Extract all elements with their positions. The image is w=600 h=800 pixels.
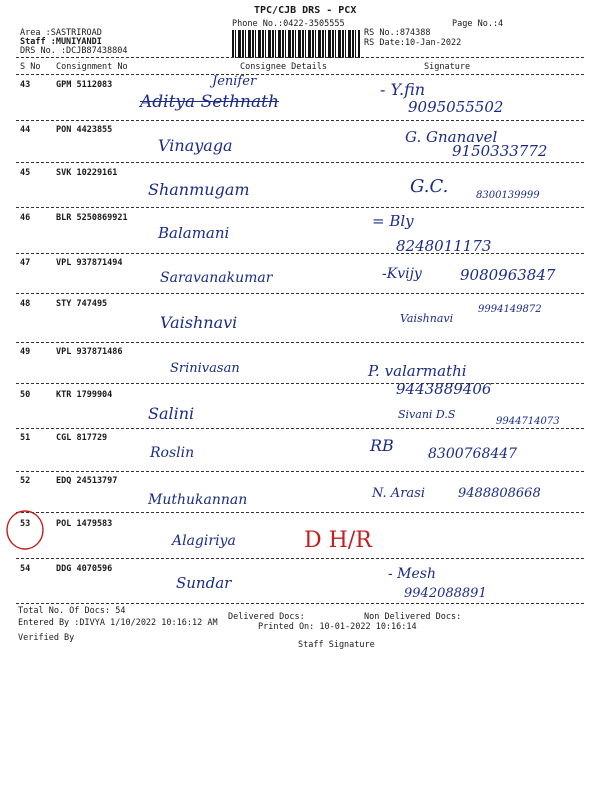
signature: Sivani D.S <box>398 408 456 421</box>
divider <box>16 512 584 513</box>
printed-on: Printed On: 10-01-2022 10:16:14 <box>258 622 417 632</box>
phone-number: 9994149872 <box>478 304 542 315</box>
consignee-name: Balamani <box>158 224 230 242</box>
row-consignment: POL 1479583 <box>56 519 113 529</box>
row-sno: 43 <box>20 80 31 90</box>
divider <box>16 383 584 384</box>
barcode <box>232 30 360 58</box>
signature: Vaishnavi <box>400 312 454 325</box>
divider <box>16 603 584 604</box>
divider <box>16 57 584 58</box>
consignee-name: Srinivasan <box>170 361 240 376</box>
divider <box>16 342 584 343</box>
signature: G.C. <box>410 176 449 197</box>
divider <box>16 471 584 472</box>
consignee-name: Aditya Sethnath <box>140 92 279 112</box>
rs-date: RS Date:10-Jan-2022 <box>364 38 462 48</box>
total-docs: Total No. Of Docs: 54 <box>18 606 126 616</box>
row-sno: 44 <box>20 125 31 135</box>
row-sno: 48 <box>20 299 31 309</box>
consignee-name: Vaishnavi <box>160 313 238 332</box>
divider <box>16 120 584 121</box>
phone-number: 9488808668 <box>458 486 541 501</box>
area-label: Area :SASTRIROAD <box>20 28 102 38</box>
phone-number: 9443889406 <box>396 380 492 398</box>
row-consignment: SVK 10229161 <box>56 168 118 178</box>
row-consignment: GPM 5112083 <box>56 80 113 90</box>
row-consignment: KTR 1799904 <box>56 390 113 400</box>
row-consignment: STY 747495 <box>56 299 108 309</box>
row-consignment: VPL 937871494 <box>56 258 123 268</box>
divider <box>16 207 584 208</box>
page-number: Page No.:4 <box>452 19 504 29</box>
row-sno: 49 <box>20 347 31 357</box>
page-title: TPC/CJB DRS - PCX <box>254 5 357 16</box>
row-sno: 45 <box>20 168 31 178</box>
col-consignee: Consignee Details <box>240 62 327 72</box>
signature: -Kvijy <box>382 266 422 282</box>
consignee-name: Roslin <box>150 445 195 461</box>
signature: P. valarmathi <box>368 362 467 380</box>
staff-signature: Staff Signature <box>298 640 375 650</box>
consignee-name: Saravanakumar <box>160 270 273 286</box>
phone-number: 9150333772 <box>452 142 548 160</box>
row-consignment: EDQ 24513797 <box>56 476 118 486</box>
verified-by: Verified By <box>18 633 75 643</box>
signature: RB <box>370 436 394 455</box>
phone-number: 9095055502 <box>408 98 504 116</box>
consignee-name: Vinayaga <box>158 136 233 155</box>
row-consignment: PON 4423855 <box>56 125 113 135</box>
phone-number: Phone No.:0422-3505555 <box>232 19 345 29</box>
delivery-remark: D H/R <box>304 528 372 553</box>
row-sno: 53 <box>20 519 31 529</box>
signature: N. Arasi <box>372 486 425 501</box>
row-sno: 51 <box>20 433 31 443</box>
drs-number: DRS No. :DCJB87438804 <box>20 46 128 56</box>
signature: G. Gnanavel <box>405 128 498 146</box>
row-sno: 54 <box>20 564 31 574</box>
row-consignment: DDG 4070596 <box>56 564 113 574</box>
signature: - Y.fin <box>380 80 426 99</box>
consignee-name: Alagiriya <box>172 533 236 549</box>
phone-number: 8300768447 <box>428 446 518 462</box>
row-sno: 46 <box>20 213 31 223</box>
divider <box>16 253 584 254</box>
phone-number: 9080963847 <box>460 266 556 284</box>
row-sno: 50 <box>20 390 31 400</box>
entered-by: Entered By :DIVYA 1/10/2022 10:16:12 AM <box>18 618 218 628</box>
signature: - Mesh <box>388 566 437 582</box>
divider <box>16 74 584 75</box>
delivered-docs: Delivered Docs: <box>228 612 305 622</box>
divider <box>16 558 584 559</box>
non-delivered-docs: Non Delivered Docs: <box>364 612 462 622</box>
consignee-name: Sundar <box>176 574 232 592</box>
phone-number: 9944714073 <box>496 416 560 427</box>
row-sno: 47 <box>20 258 31 268</box>
rs-number: RS No.:874388 <box>364 28 431 38</box>
red-circle-mark <box>4 508 46 552</box>
row-sno: 52 <box>20 476 31 486</box>
phone-number: 9942088891 <box>404 586 487 601</box>
divider <box>16 293 584 294</box>
divider <box>16 162 584 163</box>
staff-label: Staff :MUNIYANDI <box>20 37 102 47</box>
row-consignment: VPL 937871486 <box>56 347 123 357</box>
row-consignment: BLR 5250869921 <box>56 213 128 223</box>
phone-number: 8300139999 <box>476 190 540 201</box>
col-sno: S No <box>20 62 41 72</box>
consignee-name: Muthukannan <box>148 492 248 508</box>
consignee-name-above: Jenifer <box>212 74 257 89</box>
col-signature: Signature <box>424 62 471 72</box>
signature: = Bly <box>372 212 414 230</box>
consignee-name: Salini <box>148 404 195 423</box>
row-consignment: CGL 817729 <box>56 433 108 443</box>
phone-number: 8248011173 <box>396 237 492 255</box>
col-consignment: Consignment No <box>56 62 128 72</box>
consignee-name: Shanmugam <box>148 180 250 199</box>
divider <box>16 428 584 429</box>
